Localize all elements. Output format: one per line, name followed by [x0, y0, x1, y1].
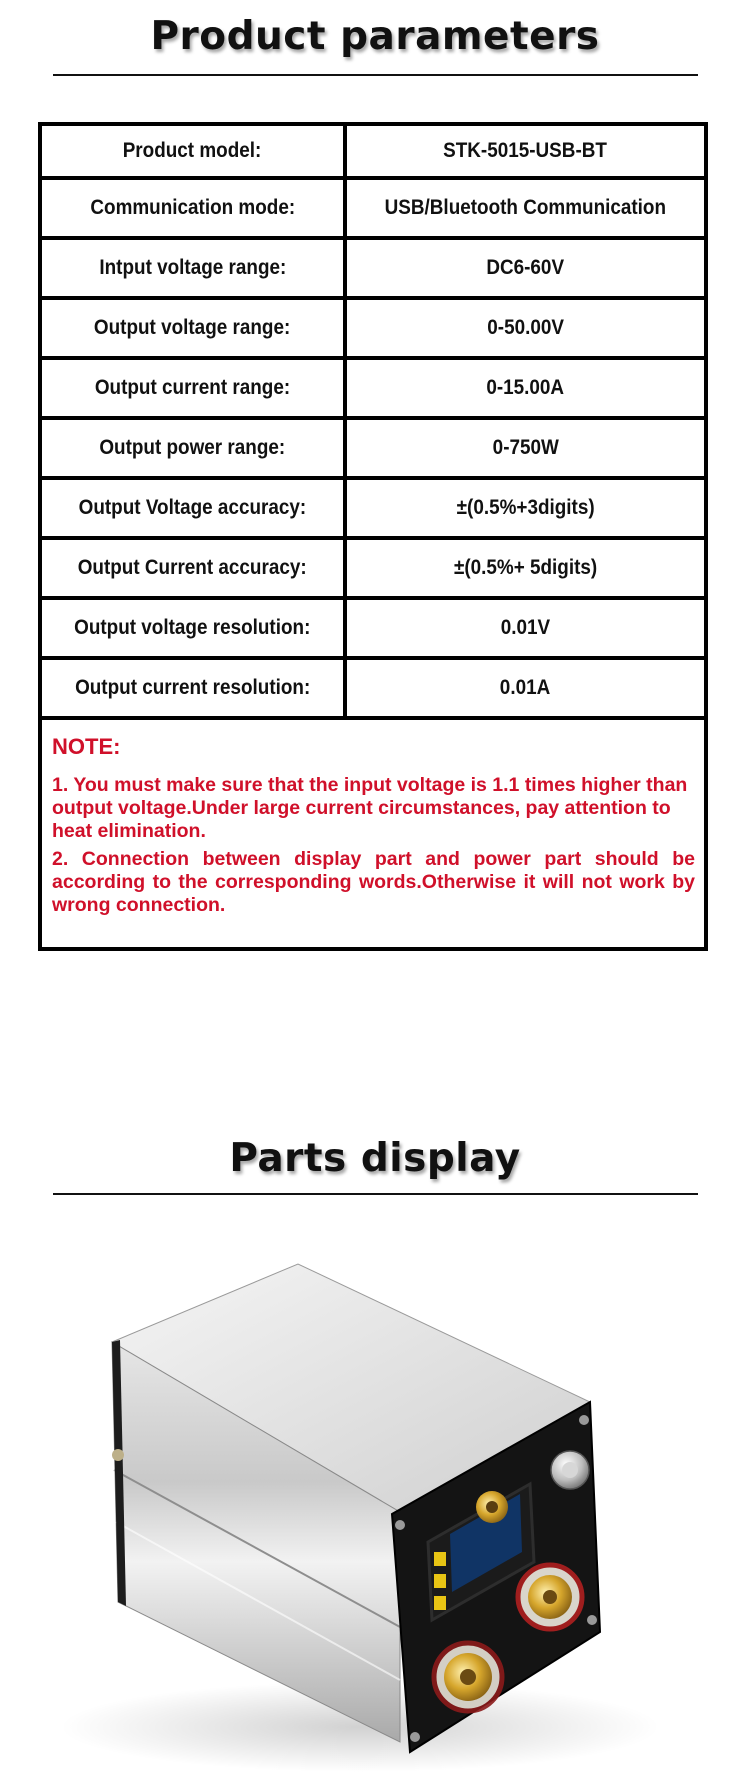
spec-value-cell — [345, 126, 704, 178]
spec-value-cell — [345, 298, 704, 358]
parts-title-underline — [53, 1193, 698, 1195]
spec-value-cell — [345, 358, 704, 418]
spec-label-cell — [42, 178, 345, 238]
table-row — [42, 598, 704, 658]
spec-label: Output Current accuracy: — [78, 556, 307, 579]
spec-value: 0-15.00A — [486, 376, 565, 399]
parts-display-title: Parts display — [229, 1136, 521, 1181]
spec-label: Output power range: — [99, 436, 286, 459]
spec-value-cell — [345, 418, 704, 478]
table-row — [42, 178, 704, 238]
spec-value: ±(0.5%+3digits) — [456, 496, 595, 519]
spec-value: 0-750W — [492, 436, 559, 459]
table-row — [42, 238, 704, 298]
table-row — [42, 418, 704, 478]
spec-label: Output current range: — [94, 376, 291, 399]
spec-label-cell — [42, 538, 345, 598]
spec-label: Intput voltage range: — [99, 256, 286, 279]
table-row — [42, 126, 704, 178]
table-row — [42, 358, 704, 418]
spec-label-cell — [42, 658, 345, 718]
table-row — [42, 538, 704, 598]
product-title-underline — [53, 74, 698, 76]
spec-label: Product model: — [123, 139, 262, 162]
note-heading: NOTE: — [52, 734, 121, 759]
spec-label-cell — [42, 358, 345, 418]
spec-label-cell — [42, 478, 345, 538]
spec-value: 0-50.00V — [487, 316, 564, 339]
spec-value: DC6-60V — [486, 256, 565, 279]
spec-value-cell — [345, 478, 704, 538]
note-item-2: 2. Connection between display part and power part should be according to the corresponding words.Otherwise it will not work by wrong connection. — [52, 848, 695, 916]
spec-value: ±(0.5%+ 5digits) — [453, 556, 598, 579]
spec-value-cell — [345, 658, 704, 718]
product-illustration — [0, 1222, 750, 1782]
spec-label: Output voltage resolution: — [74, 616, 311, 639]
note-section — [52, 734, 695, 922]
table-row — [42, 298, 704, 358]
spec-table — [42, 126, 704, 720]
spec-label: Output voltage range: — [94, 316, 291, 339]
table-row — [42, 658, 704, 718]
spec-value: STK-5015-USB-BT — [443, 139, 608, 162]
spec-label-cell — [42, 126, 345, 178]
spec-value-cell — [345, 598, 704, 658]
spec-label: Output current resolution: — [74, 676, 311, 699]
spec-label: Communication mode: — [90, 196, 295, 219]
spec-label-cell — [42, 238, 345, 298]
spec-label: Output Voltage accuracy: — [78, 496, 307, 519]
spec-value-cell — [345, 178, 704, 238]
spec-label-cell — [42, 418, 345, 478]
note-item-1: 1. You must make sure that the input voltage is 1.1 times higher than output voltage.Under large current circumstances, pay attention to heat elimination. — [52, 774, 688, 842]
power-supply-module-photo — [0, 1222, 750, 1782]
spec-table-box — [38, 122, 708, 951]
table-row — [42, 478, 704, 538]
spec-value-cell — [345, 238, 704, 298]
spec-value-cell — [345, 538, 704, 598]
spec-value: USB/Bluetooth Communication — [384, 196, 667, 219]
spec-value: 0.01V — [500, 616, 551, 639]
spec-label-cell — [42, 298, 345, 358]
spec-label-cell — [42, 598, 345, 658]
spec-value: 0.01A — [500, 676, 551, 699]
product-parameters-title: Product parameters — [150, 14, 600, 59]
